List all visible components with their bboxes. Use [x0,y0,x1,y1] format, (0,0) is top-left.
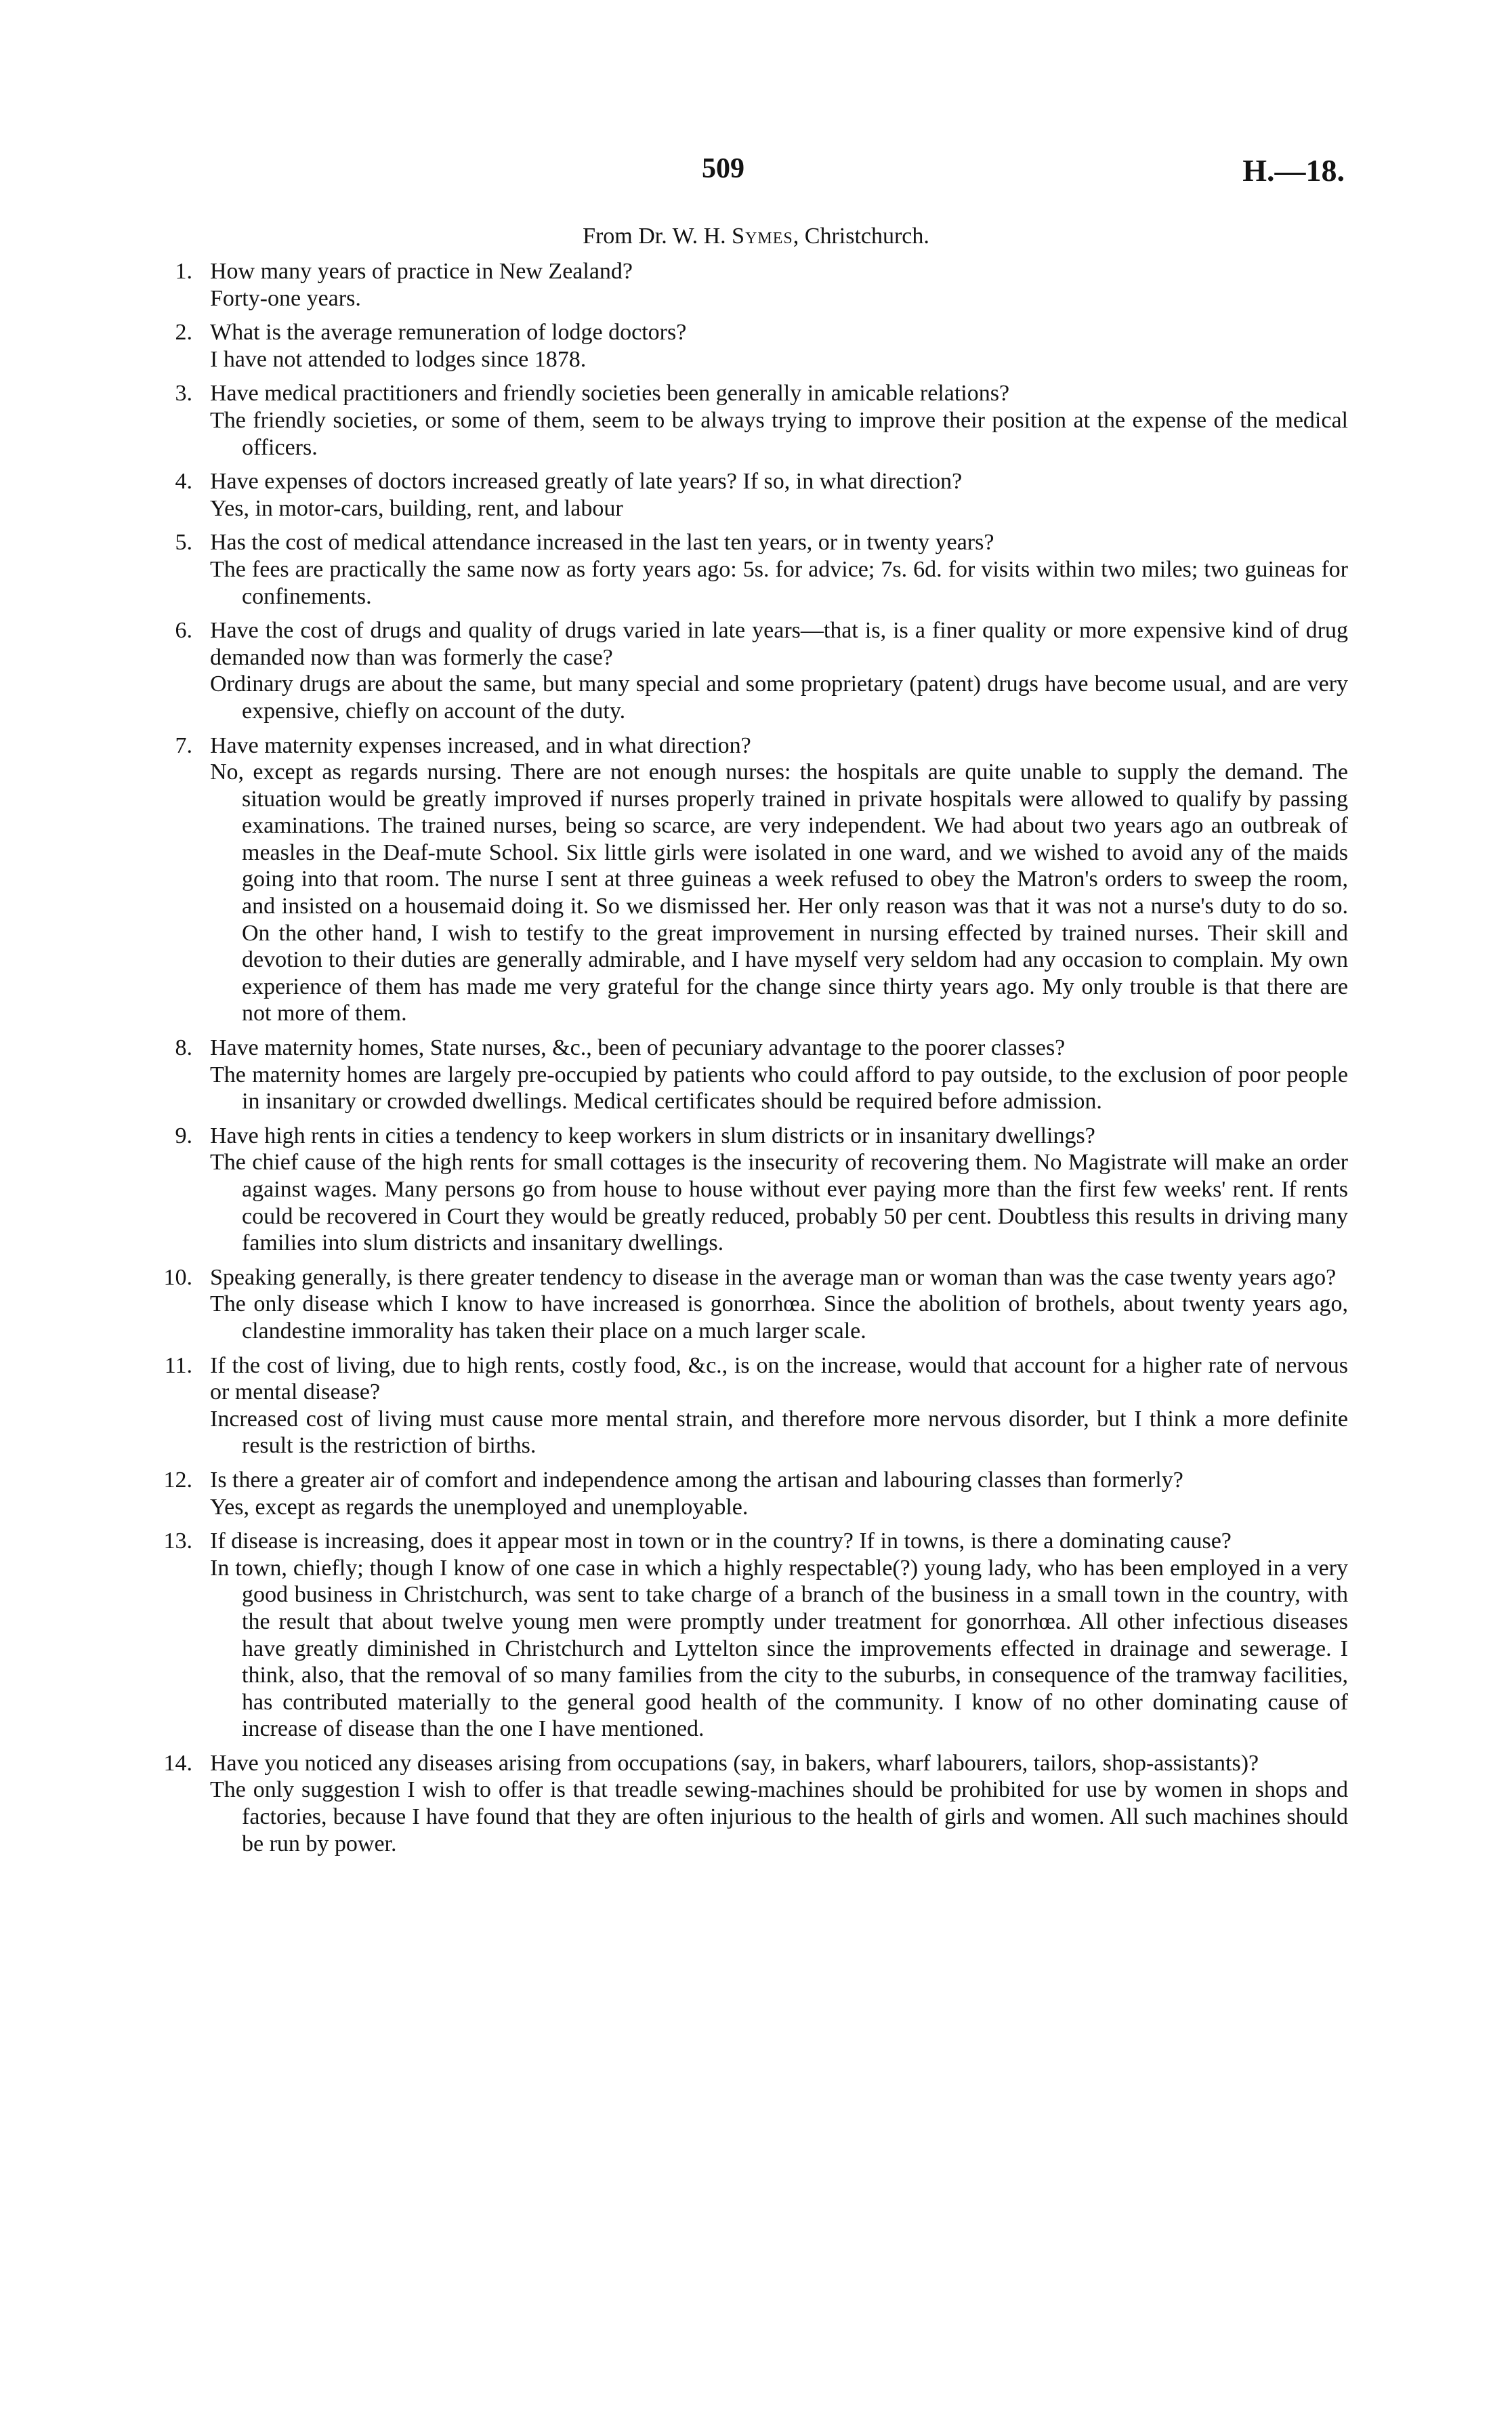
question-text [156,1750,1348,1777]
question-number: 14. [163,1750,192,1776]
question-item [156,380,1348,461]
question-body: Have the cost of drugs and quality of drugs varied in late years—that is, is a finer quality or more expensive kind of drug demanded now than was formerly the case? [210,618,1348,670]
question-item [156,617,1348,724]
question-body: Have maternity homes, State nurses, &c., been of pecuniary advantage to the poorer classes? [210,1035,1066,1061]
question-text [156,258,1348,285]
question-item [156,1750,1348,1857]
question-text [156,1264,1348,1291]
question-item [156,1035,1348,1115]
question-item [156,1352,1348,1459]
question-body: Have maternity expenses increased, and in what direction? [210,732,751,758]
question-number: 2. [175,320,192,346]
question-body: Have you noticed any diseases arising from occupations (say, in bakers, wharf labourers, tailors, shop-assistants)? [210,1750,1259,1776]
question-number: 10. [163,1264,192,1290]
question-item [156,1264,1348,1345]
from-prefix: From Dr. W. H. [583,224,732,249]
question-body: What is the average remuneration of lodge doctors? [210,320,687,346]
question-item [156,258,1348,312]
answer-text: Yes, except as regards the unemployed and unemployable. [210,1494,749,1520]
question-body: Have high rents in cities a tendency to keep workers in slum districts or in insanitary dwellings? [210,1123,1095,1148]
question-text [156,1467,1348,1494]
answer-text: I have not attended to lodges since 1878. [210,346,587,372]
question-number: 1. [175,259,192,284]
question-text [156,468,1348,495]
question-number: 5. [175,530,192,556]
answer-text: Ordinary drugs are about the same, but many special and some proprietary (patent) drugs have become usual, and are very expensive, chiefly on account of the duty. [210,671,1348,724]
question-text [156,1123,1348,1150]
question-text [156,529,1348,556]
question-number: 3. [175,381,192,407]
question-text [156,617,1348,671]
question-item [156,1467,1348,1520]
answer-text: Increased cost of living must cause more mental strain, and therefore more nervous disorder, but I think a more definite result is the restriction of births. [210,1406,1348,1459]
document-reference: H.—18. [1242,153,1345,188]
answer-text: In town, chiefly; though I know of one case in which a highly respectable(?) young lady, who has been employed in a very good business in Christchurch, was sent to take charge of a branch of the business in a small town in the country, with the result that about twelve young men were promptly under treatment for gonorrhœa. All other infectious diseases have greatly diminished in Christchurch and Lyttelton since the improvements effected in drainage and sewerage. I think, also, that the removal of so many families from the city to the suburbs, in consequence of the tramway facilities, has contributed materially to the general good health of the community. I know of no other dominating cause of increase of disease than the one I have mentioned. [210,1555,1348,1742]
question-body: Speaking generally, is there greater tendency to disease in the average man or woman than was the case twenty years ago? [210,1264,1337,1290]
answer-text: Yes, in motor-cars, building, rent, and labour [210,495,623,521]
answer-text: The fees are practically the same now as forty years ago: 5s. for advice; 7s. 6d. for visits within two miles; two guineas for confinements. [210,556,1348,609]
answer-text: The maternity homes are largely pre-occupied by patients who could afford to pay outside, to the exclusion of poor people in insanitary or crowded dwellings. Medical certificates should be required before admission. [210,1062,1348,1115]
question-item [156,468,1348,522]
questions-list [156,258,1348,1865]
question-number: 11. [164,1352,192,1378]
question-body: Have medical practitioners and friendly societies been generally in amicable relations? [210,381,1010,407]
question-text [156,1035,1348,1062]
question-item [156,529,1348,610]
question-number: 12. [163,1467,192,1493]
question-body: Is there a greater air of comfort and independence among the artisan and labouring classes than formerly? [210,1467,1183,1493]
question-text [156,380,1348,407]
question-text [156,1528,1348,1555]
question-body: If disease is increasing, does it appear most in town or in the country? If in towns, is there a dominating cause? [210,1529,1232,1554]
page-number: 509 [702,153,744,184]
from-line [0,224,1512,249]
question-text [156,1352,1348,1406]
answer-text: The friendly societies, or some of them, seem to be always trying to improve their position at the expense of the medical officers. [210,407,1348,460]
from-surname: Symes [732,224,793,249]
question-body: Has the cost of medical attendance increased in the last ten years, or in twenty years? [210,530,994,556]
question-item [156,319,1348,373]
question-number: 8. [175,1035,192,1061]
question-number: 9. [175,1123,192,1148]
question-text [156,319,1348,346]
question-text [156,732,1348,760]
question-item [156,1123,1348,1257]
from-suffix: , Christchurch. [793,224,929,249]
answer-text: No, except as regards nursing. There are not enough nurses: the hospitals are quite unable to supply the demand. The situation would be greatly improved if nurses properly trained in private hospitals were allowed to qualify by passing examinations. The trained nurses, being so scarce, are very independent. We had about two years ago an outbreak of measles in the Deaf-mute School. Six little girls were isolated in one ward, and we wished to avoid any of the maids going into that room. The nurse I sent at three guineas a week refused to obey the Matron's orders to sweep the room, and insisted on a housemaid doing it. So we dismissed her. Her only reason was that it was not a nurse's duty to do so. On the other hand, I wish to testify to the great improvement in nursing effected by trained nurses. Their skill and devotion to their duties are generally admirable, and I have myself very seldom had any occasion to complain. My own experience of them has made me very grateful for the change since thirty years ago. My only trouble is that there are not more of them. [210,760,1348,1026]
question-item [156,732,1348,1028]
answer-text: The only suggestion I wish to offer is that treadle sewing-machines should be prohibited for use by women in shops and factories, because I have found that they are often injurious to the health of girls and women. All such machines should be run by power. [210,1777,1348,1856]
question-body: Have expenses of doctors increased greatly of late years? If so, in what direction? [210,469,963,495]
question-body: How many years of practice in New Zealand? [210,259,633,284]
question-number: 13. [163,1529,192,1554]
question-number: 4. [175,469,192,495]
answer-text: The chief cause of the high rents for small cottages is the insecurity of recovering them. No Magistrate will make an order against wages. Many persons go from house to house without ever paying more than the first few weeks' rent. If rents could be recovered in Court they would be greatly reduced, probably 50 per cent. Doubtless this results in driving many families into slum districts and insanitary dwellings. [210,1150,1348,1256]
question-body: If the cost of living, due to high rents, costly food, &c., is on the increase, would that account for a higher rate of nervous or mental disease? [210,1352,1348,1405]
answer-text: The only disease which I know to have increased is gonorrhœa. Since the abolition of brothels, about twenty years ago, clandestine immorality has taken their place on a much larger scale. [210,1291,1348,1344]
question-item [156,1528,1348,1743]
question-number: 7. [175,732,192,758]
question-number: 6. [175,618,192,644]
answer-text: Forty-one years. [210,285,361,311]
